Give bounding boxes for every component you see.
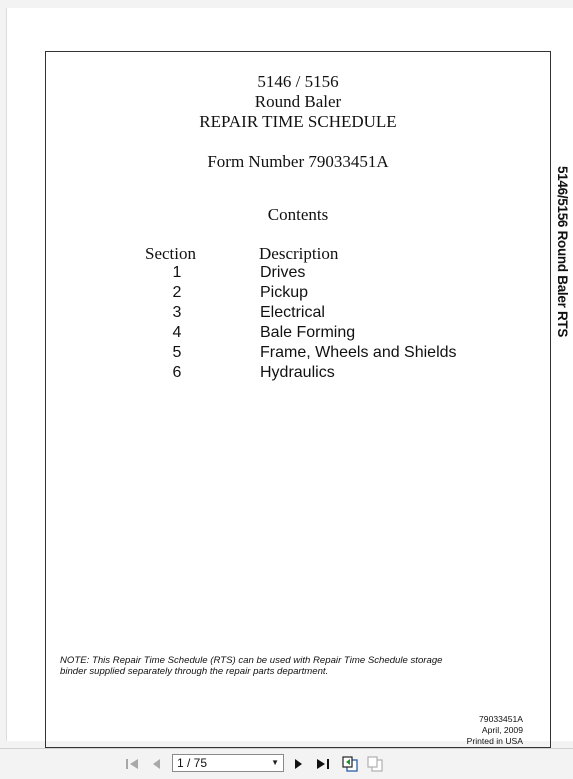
spine-text: 5146/5156 Round Baler RTS	[555, 166, 570, 338]
description-column-header: Description	[259, 244, 339, 263]
section-description: Bale Forming	[260, 324, 356, 341]
rts-note	[60, 656, 540, 677]
chevron-down-icon[interactable]: ▼	[271, 758, 279, 767]
page-border-frame	[45, 51, 551, 748]
footer-printed: Printed in USA	[466, 736, 523, 746]
page-number-input[interactable]	[172, 754, 284, 772]
previous-page-icon	[151, 758, 161, 770]
previous-view-icon	[341, 756, 359, 772]
previous-view-button[interactable]	[340, 754, 360, 774]
section-column-header: Section	[145, 244, 196, 263]
section-number: 5	[172, 344, 182, 361]
product-title: Round Baler	[254, 92, 342, 111]
footer-date: April, 2009	[481, 725, 523, 735]
note-line-2: binder supplied separately through the repair parts department.	[60, 665, 329, 677]
contents-heading: Contents	[267, 205, 329, 224]
section-description: Drives	[260, 264, 306, 281]
footer-form-code: 79033451A	[479, 714, 523, 724]
last-page-button[interactable]	[313, 754, 333, 774]
next-view-icon	[366, 756, 384, 772]
section-number: 6	[172, 364, 182, 381]
section-description: Electrical	[260, 304, 325, 321]
next-page-icon	[294, 758, 304, 770]
section-number: 1	[172, 264, 182, 281]
page-navigation-toolbar	[0, 748, 573, 779]
section-description: Frame, Wheels and Shields	[260, 344, 457, 361]
model-title: 5146 / 5156	[257, 72, 339, 91]
page-footer	[467, 714, 523, 747]
spine-label	[554, 166, 570, 348]
section-number: 3	[172, 304, 182, 321]
note-line-1: NOTE: This Repair Time Schedule (RTS) can be used with Repair Time Schedule storage	[60, 655, 443, 666]
form-number: Form Number 79033451A	[207, 152, 389, 171]
document-page	[6, 8, 573, 746]
first-page-icon	[125, 758, 139, 770]
next-page-button[interactable]	[289, 754, 309, 774]
page-indicator: 1 / 75	[177, 756, 208, 770]
first-page-button[interactable]	[122, 754, 142, 774]
next-view-button[interactable]	[365, 754, 385, 774]
schedule-title: REPAIR TIME SCHEDULE	[199, 112, 397, 131]
section-description: Hydraulics	[260, 364, 335, 381]
last-page-icon	[316, 758, 330, 770]
section-number: 4	[172, 324, 182, 341]
section-number: 2	[172, 284, 182, 301]
previous-page-button[interactable]	[146, 754, 166, 774]
section-description: Pickup	[260, 284, 309, 301]
